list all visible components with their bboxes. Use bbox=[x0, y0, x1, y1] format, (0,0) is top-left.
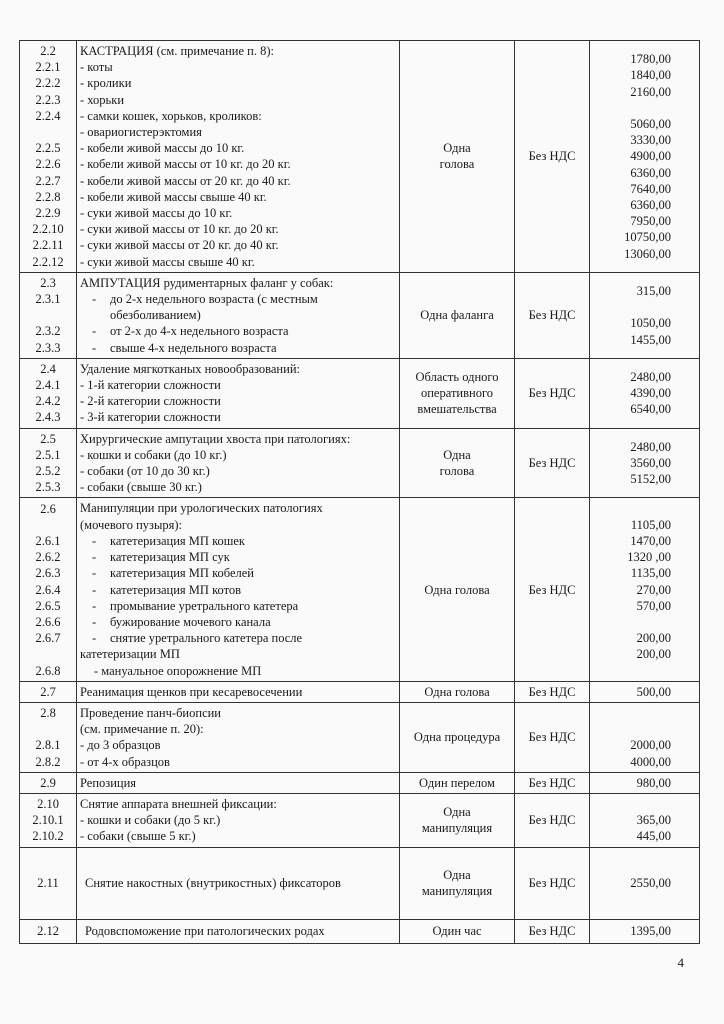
service-name-cell: АМПУТАЦИЯ рудиментарных фаланг у собак: - до 2-х недельного возраста (с местным обезболиванием) - от 2-х до 4-х недельного возраста - свыше 4-х недельного возраста bbox=[77, 272, 400, 358]
unit-cell: Одна голова bbox=[400, 681, 515, 702]
table-row bbox=[20, 358, 700, 428]
price-cell: 315,00 1050,00 1455,00 bbox=[590, 272, 700, 358]
item-number-cell: 2.8 2.8.1 2.8.2 bbox=[20, 702, 77, 772]
unit-cell: Одна голова bbox=[400, 428, 515, 498]
service-name-cell: Репозиция bbox=[77, 772, 400, 793]
price-cell: 1105,00 1470,00 1320 ,00 1135,00 270,00 570,00 200,00 200,00 bbox=[590, 498, 700, 681]
service-name-cell: КАСТРАЦИЯ (см. примечание п. 8): - коты - кролики - хорьки - самки кошек, хорьков, кроликов: - овариогистерэктомия - кобели живой массы до 10 кг. - кобели живой массы от 10 кг. до 20 кг. - кобели живой массы от 20 кг. до 40 кг. - кобели живой массы свыше 40 кг. - суки живой массы до 10 кг. - суки живой массы от 10 кг. до 20 кг. - суки живой массы от 20 кг. до 40 кг. - суки живой массы свыше 40 кг. bbox=[77, 41, 400, 273]
unit-cell: Одна голова bbox=[400, 41, 515, 273]
service-name-cell: Родовспоможение при патологических родах bbox=[77, 919, 400, 943]
unit-cell: Один перелом bbox=[400, 772, 515, 793]
table-row bbox=[20, 919, 700, 943]
price-cell: 980,00 bbox=[590, 772, 700, 793]
service-name-cell: Проведение панч-биопсии (см. примечание п. 20): - до 3 образцов - от 4-х образцов bbox=[77, 702, 400, 772]
item-number-cell: 2.4 2.4.1 2.4.2 2.4.3 bbox=[20, 358, 77, 428]
page-number: 4 bbox=[677, 955, 684, 970]
item-number-cell: 2.3 2.3.1 2.3.2 2.3.3 bbox=[20, 272, 77, 358]
item-number-cell: 2.12 bbox=[20, 919, 77, 943]
unit-cell: Один час bbox=[400, 919, 515, 943]
vat-cell: Без НДС bbox=[515, 702, 590, 772]
vat-cell: Без НДС bbox=[515, 41, 590, 273]
unit-cell: Область одного оперативного вмешательства bbox=[400, 358, 515, 428]
item-number-cell: 2.10 2.10.1 2.10.2 bbox=[20, 793, 77, 847]
vat-cell: Без НДС bbox=[515, 358, 590, 428]
service-name-cell: Снятие аппарата внешней фиксации: - кошки и собаки (до 5 кг.) - собаки (свыше 5 кг.) bbox=[77, 793, 400, 847]
table-row bbox=[20, 428, 700, 498]
price-cell: 2000,00 4000,00 bbox=[590, 702, 700, 772]
item-number-cell: 2.11 bbox=[20, 847, 77, 919]
price-cell: 2480,00 3560,00 5152,00 bbox=[590, 428, 700, 498]
service-name-cell: Хирургические ампутации хвоста при патологиях: - кошки и собаки (до 10 кг.) - собаки (от 10 до 30 кг.) - собаки (свыше 30 кг.) bbox=[77, 428, 400, 498]
price-cell: 1395,00 bbox=[590, 919, 700, 943]
service-name-cell: Реанимация щенков при кесаревосечении bbox=[77, 681, 400, 702]
price-cell: 365,00 445,00 bbox=[590, 793, 700, 847]
table-row bbox=[20, 847, 700, 919]
unit-cell: Одна процедура bbox=[400, 702, 515, 772]
table-row bbox=[20, 41, 700, 273]
unit-cell: Одна голова bbox=[400, 498, 515, 681]
vat-cell: Без НДС bbox=[515, 272, 590, 358]
table-row bbox=[20, 681, 700, 702]
service-name-cell: Снятие накостных (внутрикостных) фиксаторов bbox=[77, 847, 400, 919]
vat-cell: Без НДС bbox=[515, 681, 590, 702]
table-row bbox=[20, 793, 700, 847]
service-name-cell: Манипуляции при урологических патологиях (мочевого пузыря): - катетеризация МП кошек - катетеризация МП сук - катетеризация МП кобелей - катетеризация МП котов - промывание уретрального катетера - бужирование мочевого канала - снятие уретрального катетера после катетеризации МП - мануальное опорожнение МП bbox=[77, 498, 400, 681]
vat-cell: Без НДС bbox=[515, 919, 590, 943]
item-number-cell: 2.7 bbox=[20, 681, 77, 702]
price-cell: 2550,00 bbox=[590, 847, 700, 919]
unit-cell: Одна манипуляция bbox=[400, 793, 515, 847]
item-number-cell: 2.9 bbox=[20, 772, 77, 793]
vat-cell: Без НДС bbox=[515, 772, 590, 793]
price-table bbox=[19, 40, 700, 944]
unit-cell: Одна фаланга bbox=[400, 272, 515, 358]
item-number-cell: 2.2 2.2.1 2.2.2 2.2.3 2.2.4 2.2.5 2.2.6 2.2.7 2.2.8 2.2.9 2.2.10 2.2.11 2.2.12 bbox=[20, 41, 77, 273]
table-row bbox=[20, 772, 700, 793]
vat-cell: Без НДС bbox=[515, 847, 590, 919]
vat-cell: Без НДС bbox=[515, 428, 590, 498]
item-number-cell: 2.5 2.5.1 2.5.2 2.5.3 bbox=[20, 428, 77, 498]
vat-cell: Без НДС bbox=[515, 793, 590, 847]
table-row bbox=[20, 272, 700, 358]
price-cell: 1780,00 1840,00 2160,00 5060,00 3330,00 4900,00 6360,00 7640,00 6360,00 7950,00 10750,00 13060,00 bbox=[590, 41, 700, 273]
table-row bbox=[20, 702, 700, 772]
service-name-cell: Удаление мягкотканых новообразований: - 1-й категории сложности - 2-й категории сложности - 3-й категории сложности bbox=[77, 358, 400, 428]
unit-cell: Одна манипуляция bbox=[400, 847, 515, 919]
item-number-cell: 2.6 2.6.1 2.6.2 2.6.3 2.6.4 2.6.5 2.6.6 2.6.7 2.6.8 bbox=[20, 498, 77, 681]
table-row bbox=[20, 498, 700, 681]
vat-cell: Без НДС bbox=[515, 498, 590, 681]
price-cell: 500,00 bbox=[590, 681, 700, 702]
price-cell: 2480,00 4390,00 6540,00 bbox=[590, 358, 700, 428]
